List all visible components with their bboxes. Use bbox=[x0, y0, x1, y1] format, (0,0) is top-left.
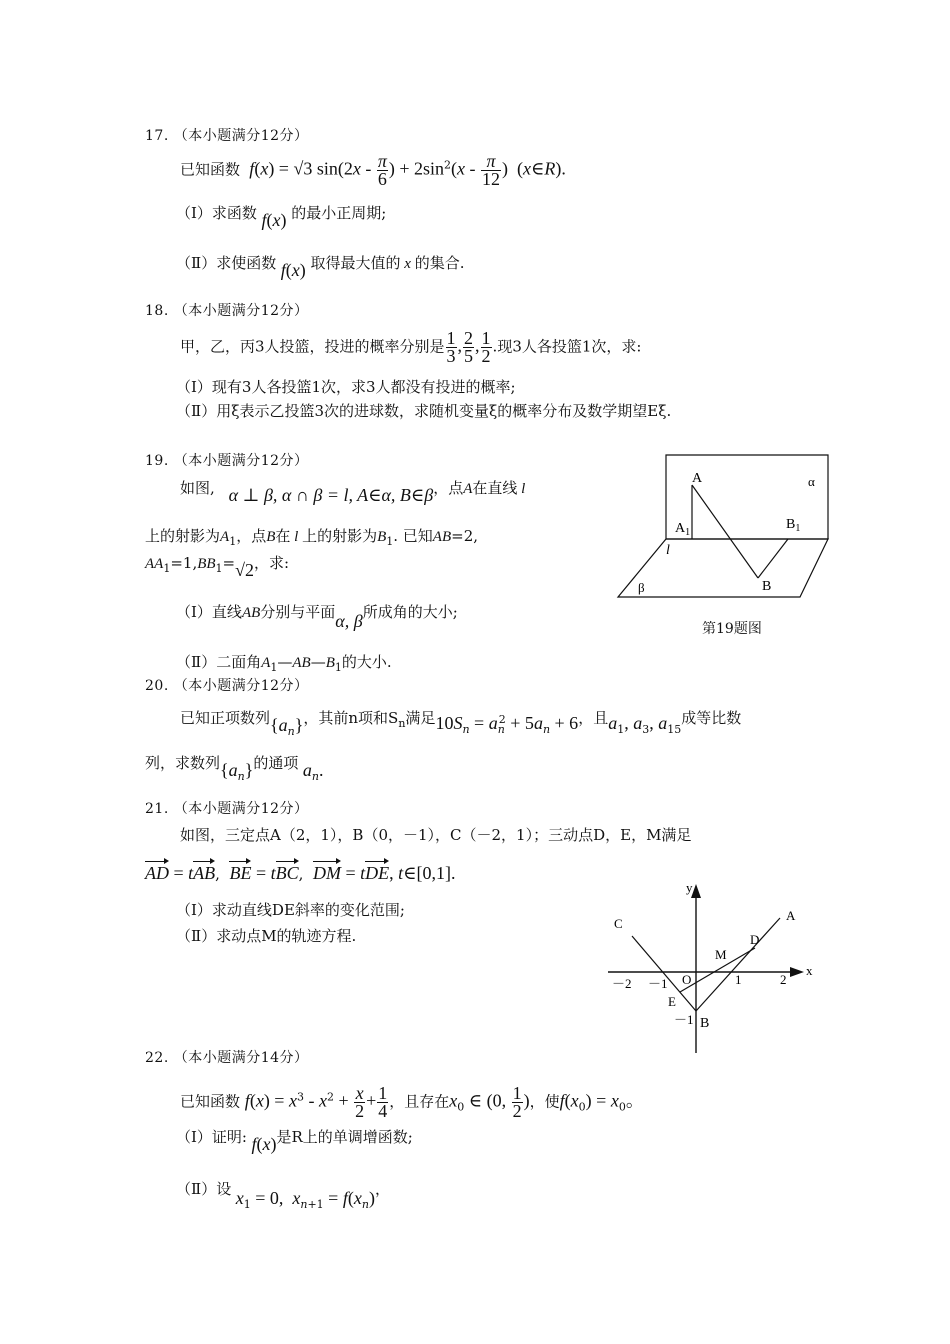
label-b1: $B_1$ bbox=[786, 517, 801, 534]
label-c: C bbox=[614, 916, 623, 931]
plane-alpha bbox=[666, 455, 828, 539]
q17-formula: f bbox=[244, 158, 255, 179]
q22-intro: 已知函数 $f(x) = x^3 - x^2$ + $\frac{x}{2}$ + $\frac{1}{4}$ ，且存在$x_0$ ∈ (0, $\frac{1}{2}$ )，使$f(x_0) = x_0$。 bbox=[180, 1083, 644, 1121]
q21-part1: （Ⅰ）求动直线DE斜率的变化范围; bbox=[176, 901, 405, 919]
y-axis-arrow-icon bbox=[691, 884, 701, 898]
q19-intro: 如图, α ⊥ β, α ∩ β = l, A∈α, B∈β，点A在直线 l bbox=[180, 479, 526, 505]
label-a1: $A_1$ bbox=[675, 521, 691, 538]
label-d: D bbox=[750, 932, 760, 947]
q19-line3: $AA_1=1,BB_1=√2$，求: bbox=[145, 554, 290, 580]
q19-part1: （Ⅰ）直线AB分别与平面α, β所成角的大小; bbox=[176, 603, 458, 631]
q18-part1: （Ⅰ）现有3人各投篮1次，求3人都没有投进的概率; bbox=[176, 378, 516, 396]
q22-part1: （Ⅰ）证明: f(x)是R上的单调增函数; bbox=[176, 1128, 413, 1154]
q19-caption: 第19题图 bbox=[702, 621, 762, 637]
label-a: A bbox=[692, 471, 703, 486]
segment-ab bbox=[692, 485, 758, 578]
label-b: B bbox=[762, 579, 772, 594]
q18-intro: 甲，乙，丙3人投篮，投进的概率分别是 $\frac{1}{3}$ , $\frac{2}{5}$ , $\frac{1}{2}$ .现3人各投篮1次，求: bbox=[180, 328, 642, 366]
q17-intro: 已知函数 f(x) = √3 sin(2x - $\frac{\pi}{6}$ ) + $2\sin^2(x$ - $\frac{\pi}{12}$ ) (x∈R). bbox=[180, 151, 566, 189]
label-beta: β bbox=[638, 580, 645, 595]
q19-header: 19. （本小题满分12分） bbox=[145, 453, 309, 469]
segment-ba bbox=[696, 918, 780, 1011]
tick-neg1: －1 bbox=[648, 976, 668, 991]
q21-part2: （Ⅱ）求动点M的轨迹方程. bbox=[176, 927, 357, 945]
label-l: l bbox=[666, 543, 670, 558]
tick-neg2: －2 bbox=[612, 976, 632, 991]
segment-bb1 bbox=[758, 539, 788, 578]
q17-header: 17. （本小题满分12分） bbox=[145, 128, 309, 144]
label-y: y bbox=[686, 880, 693, 895]
q21-figure bbox=[600, 878, 825, 1056]
label-x: x bbox=[806, 963, 813, 978]
label-m: M bbox=[715, 947, 727, 962]
tick-pos1: 1 bbox=[735, 972, 742, 987]
label-b: B bbox=[700, 1016, 710, 1031]
q20-line2: 列，求数列$\{a_n\}$的通项 $a_n$. bbox=[145, 754, 324, 783]
q20-intro: 已知正项数列$\{a_n\}$，其前n项和$S_n$满足$10S_n = a_n^2 + 5a_n + 6$，且$a_1$, $a_3$, $a_{15}$成等比数 bbox=[180, 709, 742, 738]
label-a: A bbox=[786, 908, 796, 923]
q21-vectors: AD = tAB, BE = tBC, DM = tDE, t∈[0,1]. bbox=[145, 863, 456, 883]
tick-y-neg1: －1 bbox=[674, 1012, 694, 1027]
tick-pos2: 2 bbox=[780, 972, 787, 987]
label-alpha: α bbox=[808, 474, 815, 489]
label-e: E bbox=[668, 994, 676, 1009]
q19-part2: （Ⅱ）二面角$A_1—AB—B_1$的大小. bbox=[176, 653, 392, 674]
q21-intro: 如图，三定点A（2，1），B（0，－1），C（－2，1）；三动点D，E，M满足 bbox=[180, 826, 692, 844]
q21-header: 21. （本小题满分12分） bbox=[145, 801, 309, 817]
q18-part2: （Ⅱ）用ξ表示乙投篮3次的进球数，求随机变量ξ的概率分布及数学期望Eξ. bbox=[176, 402, 672, 420]
q22-part2: （Ⅱ）设 $x_1 = 0$, $x_{n+1} = f(x_n)$， bbox=[176, 1180, 390, 1211]
q17-part2: （Ⅱ）求使函数 f(x) 取得最大值的 x 的集合. bbox=[176, 254, 465, 280]
q17-part1: （Ⅰ）求函数 f(x) 的最小正周期; bbox=[176, 204, 387, 230]
q18-header: 18. （本小题满分12分） bbox=[145, 303, 309, 319]
plane-beta bbox=[618, 539, 828, 597]
q20-header: 20. （本小题满分12分） bbox=[145, 678, 309, 694]
q19-line2: 上的射影为$A_1$，点B在 l 上的射影为$B_1$. 已知AB=2, bbox=[145, 527, 479, 548]
label-o: O bbox=[682, 972, 692, 987]
q22-header: 22. （本小题满分14分） bbox=[145, 1050, 309, 1066]
x-axis-arrow-icon bbox=[790, 967, 804, 977]
